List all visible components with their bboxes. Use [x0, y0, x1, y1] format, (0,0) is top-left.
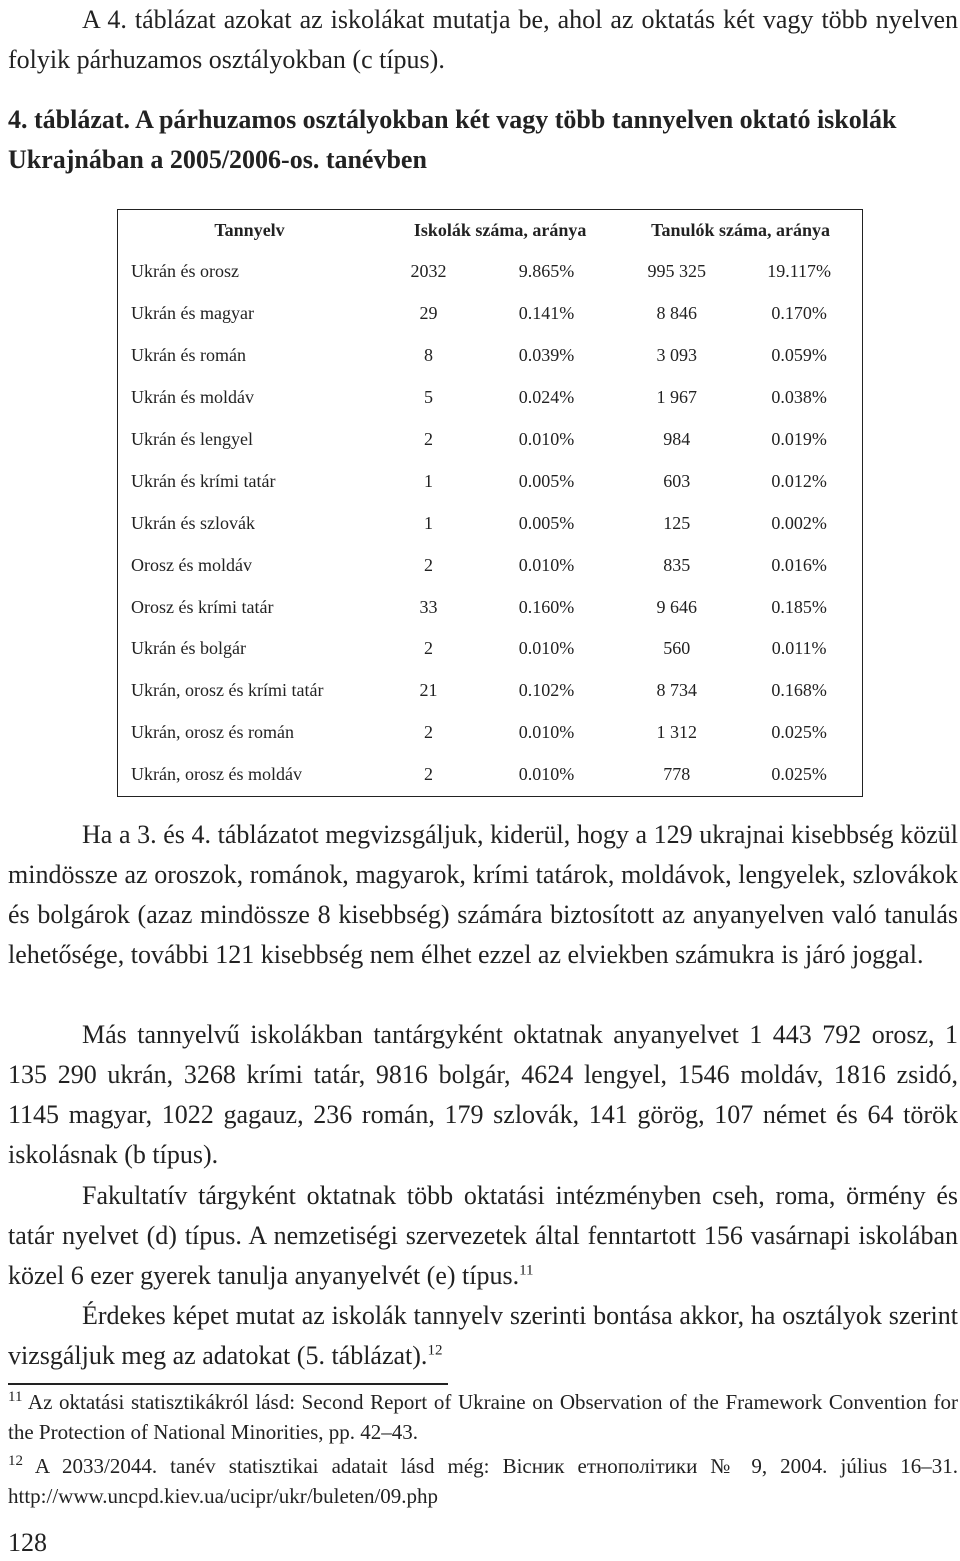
cell-school-share: 0.005% [518, 470, 575, 491]
table-row [117, 754, 863, 796]
cell-student-share: 0.185% [771, 596, 827, 617]
body-paragraph-1 [8, 815, 958, 975]
cell-student-share: 0.016% [771, 554, 827, 575]
cell-language: Ukrán és krími tatár [131, 470, 276, 491]
cell-school-count: 5 [423, 387, 433, 408]
cell-student-share: 0.170% [771, 303, 827, 324]
cell-school-count: 2 [423, 638, 433, 659]
cell-student-count: 984 [663, 429, 691, 449]
cell-school-share: 0.024% [518, 387, 575, 408]
header-language: Tannyelv [214, 219, 285, 240]
table-row [117, 335, 863, 377]
cell-language: Orosz és krími tatár [131, 596, 274, 617]
cell-student-count: 3 093 [656, 345, 697, 366]
cell-school-share: 0.141% [518, 303, 575, 324]
cell-student-share: 0.025% [771, 764, 827, 785]
cell-student-share: 0.038% [771, 387, 827, 408]
cell-student-count: 8 734 [656, 680, 697, 701]
footnote-ref-12[interactable]: 12 [427, 1342, 443, 1359]
cell-language: Ukrán és szlovák [131, 512, 255, 533]
header-schools: Iskolák száma, aránya [413, 219, 587, 240]
table-row [117, 419, 863, 461]
cell-school-share: 9.865% [518, 261, 575, 282]
cell-school-share: 0.160% [518, 596, 575, 617]
paragraph-1-text: Ha a 3. és 4. táblázatot megvizsgáljuk, kiderül, hogy a 129 ukrajnai kisebbség közül mindössze az oroszok, románok, magyarok, krími tatárok, moldávok, lengyelek, szlovákok és bolgárok (azaz mindössze 8 kisebbség) számára biztosított az anyanyelven való tanulás lehetősége, további 121 kisebbség nem élhet ezzel az elviekben számukra is járó joggal. [8, 820, 958, 969]
cell-school-count: 1 [423, 512, 433, 533]
cell-school-count: 2032 [410, 261, 447, 282]
cell-student-count: 778 [663, 764, 691, 785]
cell-school-share: 0.010% [518, 554, 575, 575]
table-row [117, 670, 863, 712]
cell-student-share: 0.012% [771, 470, 827, 491]
cell-language: Ukrán és bolgár [131, 638, 246, 659]
table-row [117, 544, 863, 586]
footnote-11 [8, 1387, 958, 1447]
table-row [117, 251, 863, 293]
cell-language: Ukrán, orosz és moldáv [131, 764, 302, 785]
cell-school-count: 2 [423, 554, 433, 575]
cell-student-count: 1 967 [656, 387, 697, 408]
cell-student-share: 0.059% [771, 345, 827, 366]
paragraph-2-text: Más tannyelvű iskolákban tantárgyként oktatnak anyanyelvet 1 443 792 orosz, 1 135 290 ukrán, 3268 krími tatár, 9816 bolgár, 4624 lengyel, 1546 moldáv, 1816 zsidó, 1145 magyar, 1022 gagauz, 236 román, 179 szlovák, 141 görög, 107 német és 64 török iskolásnak (b típus). [8, 1020, 958, 1169]
cell-school-count: 21 [419, 680, 438, 701]
table-row [117, 586, 863, 628]
table-row [117, 460, 863, 502]
cell-language: Ukrán, orosz és román [131, 722, 294, 743]
cell-school-share: 0.039% [518, 345, 575, 366]
cell-student-share: 0.025% [771, 722, 827, 743]
cell-school-count: 8 [423, 345, 433, 366]
schools-table [117, 209, 863, 796]
cell-student-share: 0.011% [771, 638, 827, 659]
cell-school-count: 29 [419, 303, 438, 324]
footnote-divider [8, 1383, 448, 1385]
cell-school-count: 2 [423, 764, 433, 785]
cell-school-share: 0.010% [518, 638, 575, 659]
footnote-12 [8, 1451, 958, 1511]
table-caption: 4. táblázat. A párhuzamos osztályokban két vagy több tannyelven oktató iskolák Ukrajnában a 2005/2006-os. tanévben [8, 105, 897, 174]
cell-student-share: 19.117% [767, 261, 832, 282]
cell-school-share: 0.102% [518, 680, 575, 701]
header-students: Tanulók száma, aránya [651, 219, 831, 240]
cell-school-count: 2 [423, 429, 433, 449]
cell-language: Ukrán, orosz és krími tatár [131, 680, 324, 701]
cell-student-count: 560 [663, 638, 691, 659]
cell-school-share: 0.010% [518, 722, 575, 743]
body-paragraph-3 [8, 1176, 958, 1296]
cell-language: Ukrán és moldáv [131, 387, 254, 408]
intro-paragraph: A 4. táblázat azokat az iskolákat mutatja be, ahol az oktatás két vagy több nyelven folyik párhuzamos osztályokban (c típus). [8, 5, 958, 74]
cell-student-count: 8 846 [656, 303, 697, 324]
cell-school-share: 0.005% [518, 512, 575, 533]
footnote-12-text: A 2033/2044. tanév statisztikai adatait lásd még: Вісник етнополітики № 9, 2004. július 16–31. http://www.uncpd.kiev.ua/ucipr/ukr/buleten/09.php [8, 1454, 958, 1508]
cell-language: Ukrán és lengyel [131, 429, 253, 449]
body-paragraph-4 [8, 1296, 958, 1376]
table-row [117, 502, 863, 544]
table-row [117, 377, 863, 419]
cell-student-count: 125 [663, 512, 691, 533]
cell-student-share: 0.168% [771, 680, 827, 701]
cell-school-count: 1 [423, 470, 433, 491]
cell-language: Ukrán és magyar [131, 303, 254, 324]
table-row [117, 628, 863, 670]
table-row [117, 712, 863, 754]
cell-student-count: 1 312 [656, 722, 697, 743]
footnote-11-number: 11 [8, 1389, 23, 1405]
cell-student-share: 0.002% [771, 512, 827, 533]
paragraph-4-text: Érdekes képet mutat az iskolák tannyelv szerinti bontása akkor, ha osztályok szerint vizsgáljuk meg az adatokat (5. táblázat). [8, 1301, 958, 1370]
page-number: 128 [8, 1528, 47, 1557]
footnote-ref-11[interactable]: 11 [519, 1262, 534, 1279]
cell-language: Ukrán és román [131, 345, 246, 366]
cell-school-share: 0.010% [518, 429, 575, 449]
cell-student-count: 603 [663, 470, 691, 491]
cell-language: Ukrán és orosz [131, 261, 239, 282]
cell-school-count: 33 [419, 596, 438, 617]
cell-school-share: 0.010% [518, 764, 575, 785]
body-paragraph-2 [8, 1015, 958, 1175]
cell-language: Orosz és moldáv [131, 554, 252, 575]
table-header-row [117, 209, 863, 251]
cell-school-count: 2 [423, 722, 433, 743]
cell-student-share: 0.019% [771, 429, 827, 449]
cell-student-count: 995 325 [647, 261, 706, 282]
footnote-11-text: Az oktatási statisztikákról lásd: Second Report of Ukraine on Observation of the Framework Convention for the Protection of National Minorities, pp. 42–43. [8, 1390, 958, 1444]
paragraph-3-text: Fakultatív tárgyként oktatnak több oktatási intézményben cseh, roma, örmény és tatár nyelvet (d) típus. A nemzetiségi szervezetek által fenntartott 156 vasárnapi iskolában közel 6 ezer gyerek tanulja anyanyelvét (e) típus. [8, 1181, 958, 1290]
cell-student-count: 835 [663, 554, 691, 575]
cell-student-count: 9 646 [656, 596, 697, 617]
table-row [117, 293, 863, 335]
footnote-12-number: 12 [8, 1453, 23, 1469]
